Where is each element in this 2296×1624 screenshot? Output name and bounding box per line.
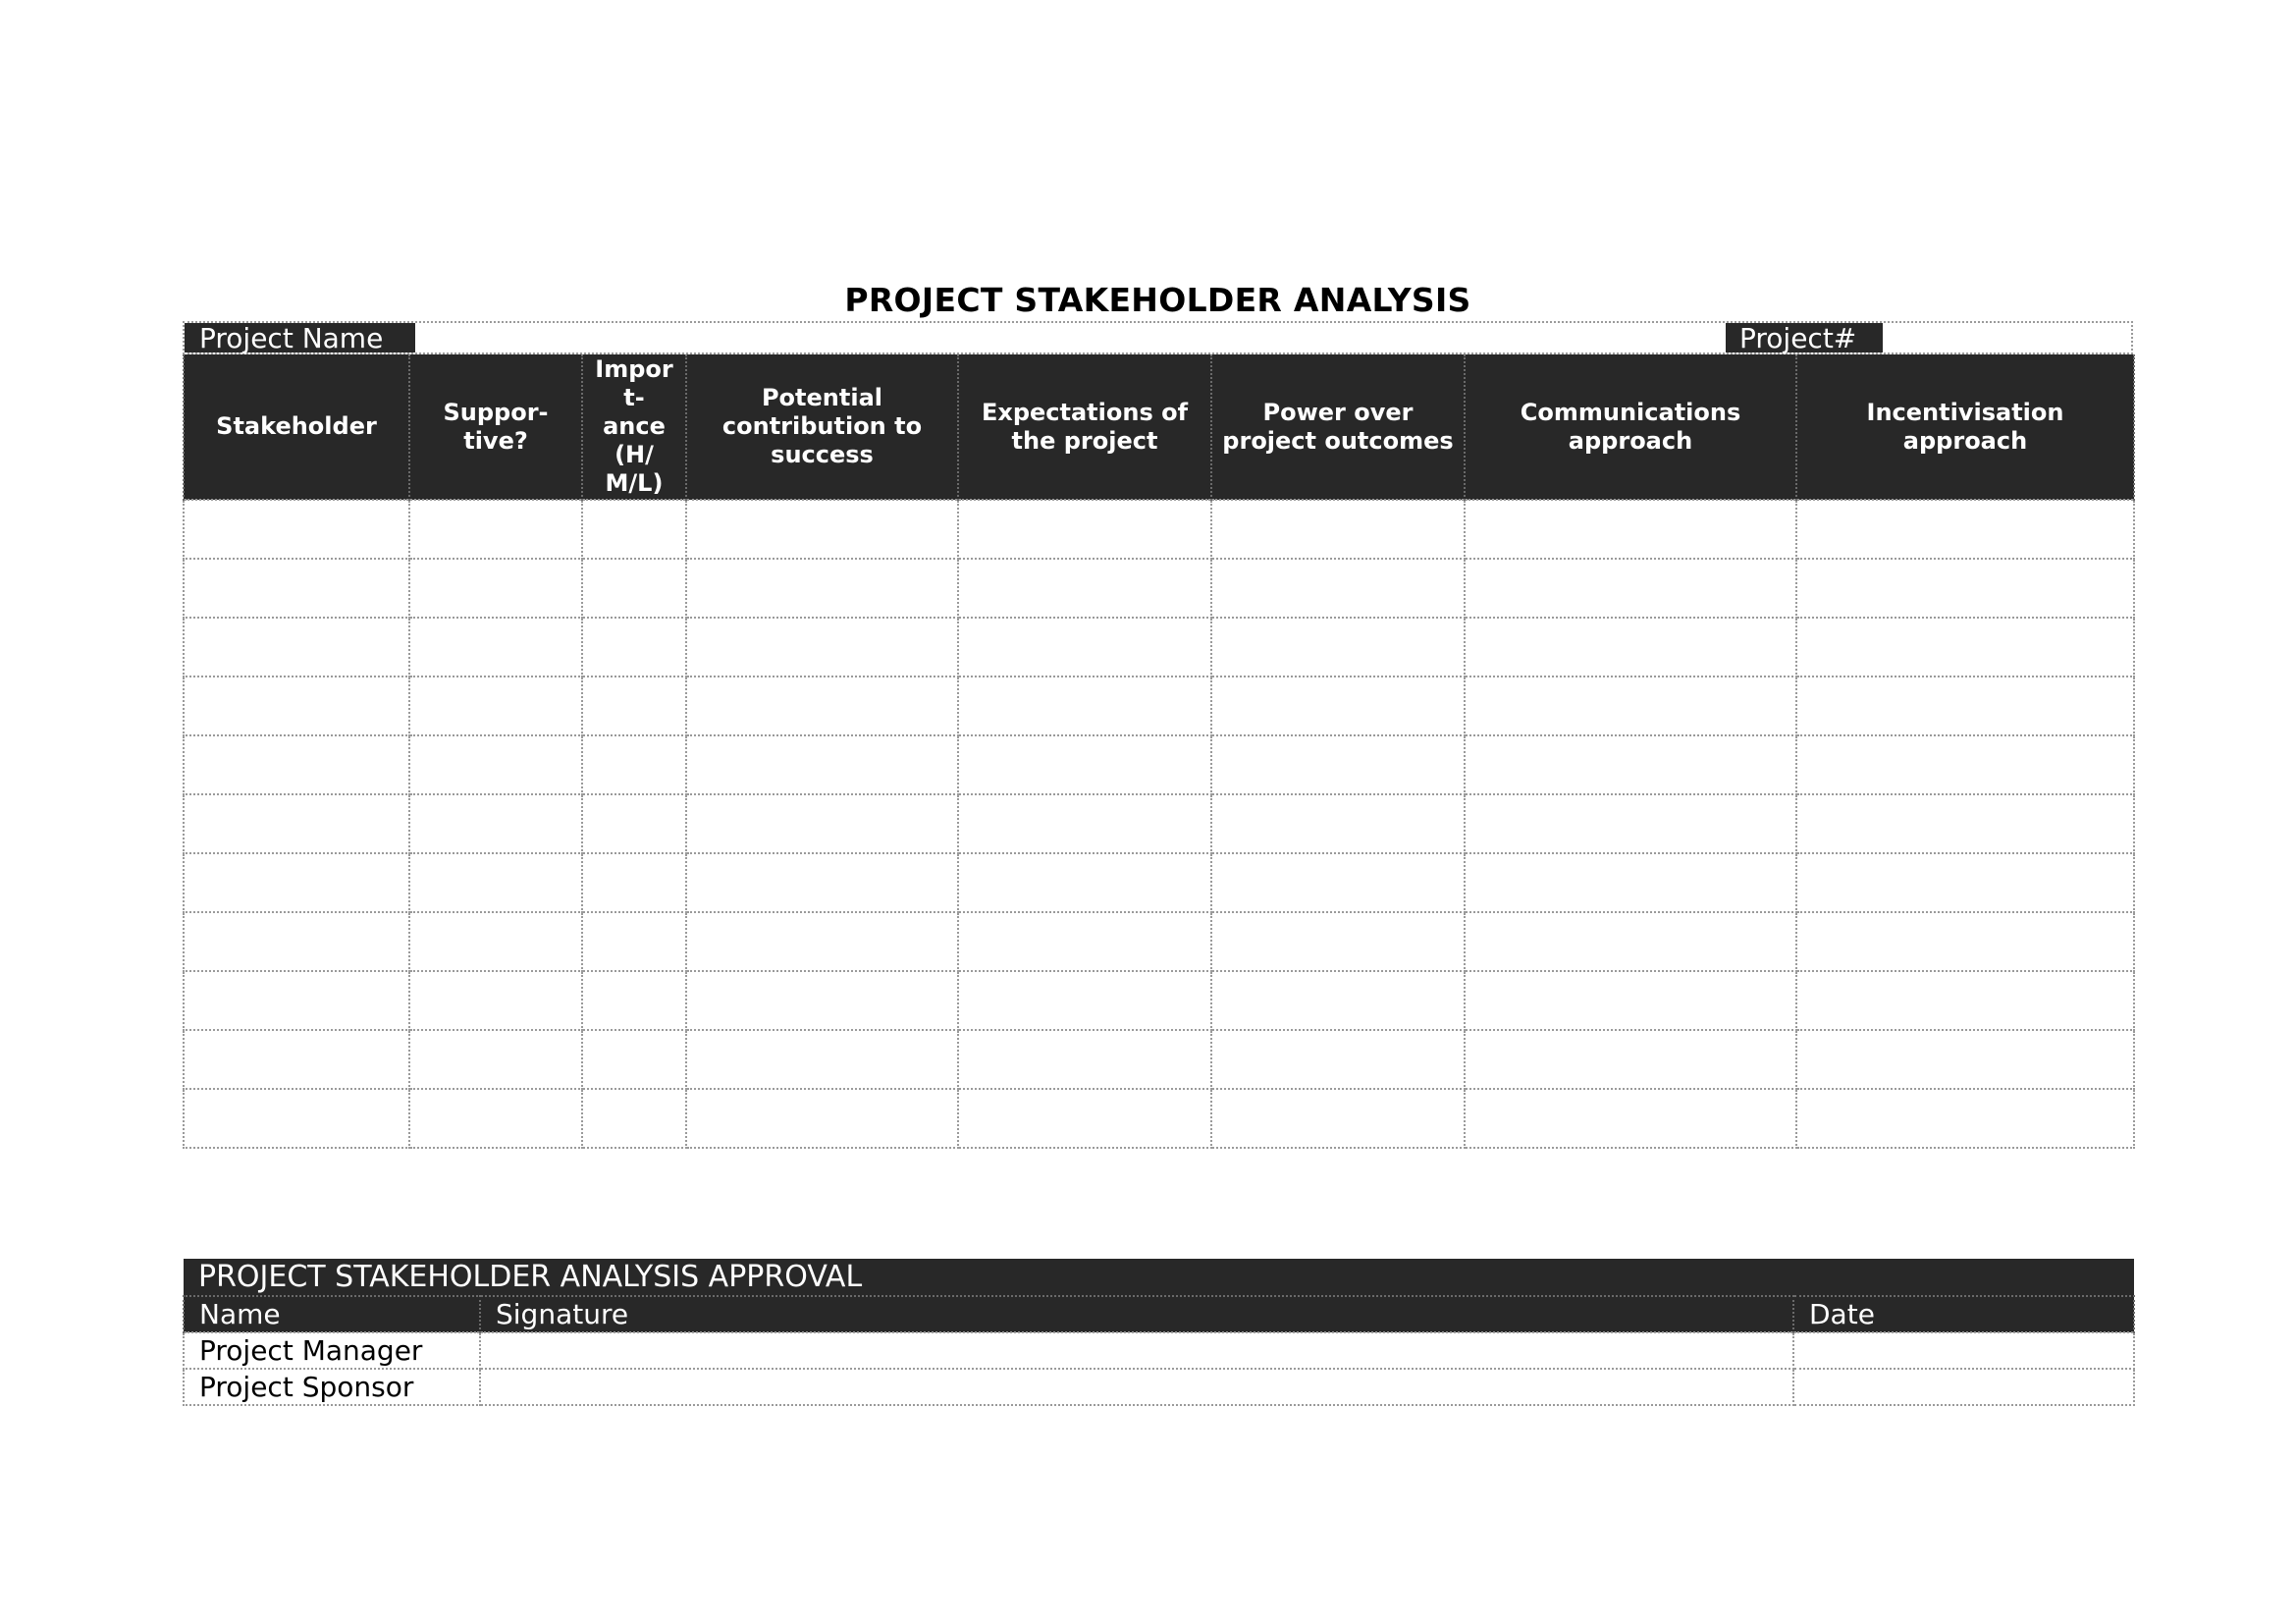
table-row: [184, 971, 2134, 1030]
table-cell-importance[interactable]: [582, 1089, 686, 1148]
approval-header-signature: Signature: [480, 1296, 1793, 1332]
page-title: PROJECT STAKEHOLDER ANALYSIS: [844, 281, 1471, 319]
table-row: [184, 794, 2134, 853]
table-cell-supportive[interactable]: [409, 735, 582, 794]
stakeholder-table: [183, 354, 2135, 1149]
table-cell-importance[interactable]: [582, 971, 686, 1030]
table-row: [184, 618, 2134, 677]
table-header-row: [184, 354, 2134, 500]
approval-title: PROJECT STAKEHOLDER ANALYSIS APPROVAL: [184, 1259, 2134, 1296]
table-cell-stakeholder[interactable]: [184, 735, 409, 794]
table-cell-power[interactable]: [1211, 971, 1465, 1030]
table-cell-supportive[interactable]: [409, 500, 582, 559]
column-header-incentivisation: [1796, 354, 2134, 500]
table-cell-communications[interactable]: [1465, 677, 1796, 735]
column-header-power: [1211, 354, 1465, 500]
column-header-line: M/L): [605, 469, 664, 497]
column-header-line: Power over: [1262, 398, 1414, 426]
table-cell-incentivisation[interactable]: [1796, 1030, 2134, 1089]
table-cell-stakeholder[interactable]: [184, 500, 409, 559]
table-cell-stakeholder[interactable]: [184, 912, 409, 971]
project-name-label: Project Name: [185, 323, 415, 352]
table-cell-communications[interactable]: [1465, 618, 1796, 677]
approval-row-project-sponsor: [184, 1369, 2134, 1405]
column-header-line: ance: [603, 412, 666, 440]
date-cell[interactable]: [1793, 1369, 2134, 1405]
table-cell-communications[interactable]: [1465, 971, 1796, 1030]
table-cell-supportive[interactable]: [409, 794, 582, 853]
table-cell-expectations[interactable]: [958, 559, 1211, 618]
table-cell-expectations[interactable]: [958, 618, 1211, 677]
table-cell-importance[interactable]: [582, 500, 686, 559]
table-cell-stakeholder[interactable]: [184, 1089, 409, 1148]
column-header-line: success: [771, 441, 874, 468]
table-body: [184, 500, 2134, 1148]
table-row: [184, 1089, 2134, 1148]
table-cell-potential-contribution[interactable]: [686, 1089, 958, 1148]
table-cell-incentivisation[interactable]: [1796, 618, 2134, 677]
table-cell-supportive[interactable]: [409, 618, 582, 677]
table-cell-potential-contribution[interactable]: [686, 1030, 958, 1089]
column-header-line: Suppor-: [443, 398, 549, 426]
approval-header-row: [184, 1296, 2134, 1332]
table-cell-importance[interactable]: [582, 853, 686, 912]
table-cell-power[interactable]: [1211, 677, 1465, 735]
table-cell-power[interactable]: [1211, 735, 1465, 794]
table-cell-incentivisation[interactable]: [1796, 677, 2134, 735]
table-cell-communications[interactable]: [1465, 912, 1796, 971]
table-cell-importance[interactable]: [582, 912, 686, 971]
table-cell-communications[interactable]: [1465, 853, 1796, 912]
table-cell-power[interactable]: [1211, 853, 1465, 912]
project-number-field[interactable]: [1889, 323, 2128, 354]
table-cell-stakeholder[interactable]: [184, 971, 409, 1030]
table-cell-stakeholder[interactable]: [184, 677, 409, 735]
column-header-line: Stakeholder: [216, 412, 377, 440]
table-cell-stakeholder[interactable]: [184, 1030, 409, 1089]
table-cell-supportive[interactable]: [409, 677, 582, 735]
approval-header-name: Name: [184, 1296, 480, 1332]
table-cell-power[interactable]: [1211, 794, 1465, 853]
column-header-line: Communications: [1520, 398, 1741, 426]
table-row: [184, 735, 2134, 794]
table-cell-potential-contribution[interactable]: [686, 971, 958, 1030]
approval-row-project-manager: [184, 1332, 2134, 1369]
table-row: [184, 559, 2134, 618]
table-cell-stakeholder[interactable]: [184, 559, 409, 618]
table-cell-supportive[interactable]: [409, 1030, 582, 1089]
table-cell-power[interactable]: [1211, 559, 1465, 618]
table-row: [184, 853, 2134, 912]
table-cell-supportive[interactable]: [409, 971, 582, 1030]
table-cell-incentivisation[interactable]: [1796, 912, 2134, 971]
project-number-label: Project#: [1726, 323, 1883, 352]
table-cell-expectations[interactable]: [958, 971, 1211, 1030]
table-row: [184, 677, 2134, 735]
table-cell-incentivisation[interactable]: [1796, 971, 2134, 1030]
table-cell-importance[interactable]: [582, 794, 686, 853]
column-header-stakeholder: [184, 354, 409, 500]
table-cell-expectations[interactable]: [958, 500, 1211, 559]
column-header-communications: [1465, 354, 1796, 500]
approval-name-cell: Project Sponsor: [184, 1369, 480, 1405]
table-row: [184, 500, 2134, 559]
column-header-expectations: [958, 354, 1211, 500]
table-cell-power[interactable]: [1211, 1089, 1465, 1148]
column-header-line: tive?: [463, 426, 528, 455]
column-header-supportive: [409, 354, 582, 500]
column-header-line: the project: [1011, 426, 1158, 455]
date-cell[interactable]: [1793, 1332, 2134, 1369]
table-cell-potential-contribution[interactable]: [686, 500, 958, 559]
approval-name-cell: Project Manager: [184, 1332, 480, 1369]
table-cell-potential-contribution[interactable]: [686, 735, 958, 794]
signature-cell[interactable]: [480, 1369, 1793, 1405]
approval-header-date: Date: [1793, 1296, 2134, 1332]
column-header-line: t-: [623, 384, 645, 411]
column-header-line: Incentivisation approach: [1866, 398, 2064, 455]
table-cell-communications[interactable]: [1465, 794, 1796, 853]
table-cell-importance[interactable]: [582, 618, 686, 677]
table-cell-supportive[interactable]: [409, 912, 582, 971]
column-header-importance: [582, 354, 686, 500]
column-header-line: Expectations of: [981, 398, 1189, 426]
table-cell-importance[interactable]: [582, 559, 686, 618]
table-cell-potential-contribution[interactable]: [686, 794, 958, 853]
table-cell-expectations[interactable]: [958, 677, 1211, 735]
table-cell-communications[interactable]: [1465, 735, 1796, 794]
column-header-line: Impor: [595, 355, 673, 383]
column-header-line: project outcomes: [1222, 426, 1454, 455]
table-cell-incentivisation[interactable]: [1796, 735, 2134, 794]
table-cell-power[interactable]: [1211, 1030, 1465, 1089]
table-cell-expectations[interactable]: [958, 1089, 1211, 1148]
table-cell-supportive[interactable]: [409, 1089, 582, 1148]
table-cell-incentivisation[interactable]: [1796, 500, 2134, 559]
table-row: [184, 912, 2134, 971]
project-info-row: [183, 321, 2133, 354]
table-cell-incentivisation[interactable]: [1796, 853, 2134, 912]
table-cell-communications[interactable]: [1465, 1030, 1796, 1089]
table-cell-importance[interactable]: [582, 735, 686, 794]
table-cell-power[interactable]: [1211, 618, 1465, 677]
table-cell-potential-contribution[interactable]: [686, 677, 958, 735]
table-cell-communications[interactable]: [1465, 559, 1796, 618]
table-cell-stakeholder[interactable]: [184, 794, 409, 853]
table-cell-stakeholder[interactable]: [184, 618, 409, 677]
table-cell-importance[interactable]: [582, 1030, 686, 1089]
table-cell-communications[interactable]: [1465, 1089, 1796, 1148]
column-header-line: contribution to: [721, 412, 923, 440]
project-name-field[interactable]: [420, 323, 1720, 354]
table-cell-incentivisation[interactable]: [1796, 559, 2134, 618]
table-cell-incentivisation[interactable]: [1796, 1089, 2134, 1148]
table-cell-potential-contribution[interactable]: [686, 618, 958, 677]
table-cell-potential-contribution[interactable]: [686, 559, 958, 618]
table-cell-incentivisation[interactable]: [1796, 794, 2134, 853]
table-cell-expectations[interactable]: [958, 853, 1211, 912]
table-cell-supportive[interactable]: [409, 559, 582, 618]
table-cell-communications[interactable]: [1465, 500, 1796, 559]
table-cell-power[interactable]: [1211, 912, 1465, 971]
column-header-line: (H/: [614, 441, 654, 468]
signature-cell[interactable]: [480, 1332, 1793, 1369]
table-cell-importance[interactable]: [582, 677, 686, 735]
table-cell-expectations[interactable]: [958, 794, 1211, 853]
table-row: [184, 1030, 2134, 1089]
table-cell-supportive[interactable]: [409, 853, 582, 912]
table-cell-potential-contribution[interactable]: [686, 912, 958, 971]
table-cell-expectations[interactable]: [958, 1030, 1211, 1089]
table-cell-stakeholder[interactable]: [184, 853, 409, 912]
column-header-line: approach: [1568, 426, 1693, 455]
table-cell-power[interactable]: [1211, 500, 1465, 559]
table-cell-expectations[interactable]: [958, 735, 1211, 794]
table-cell-expectations[interactable]: [958, 912, 1211, 971]
column-header-potential-contribution: [686, 354, 958, 500]
column-header-line: Potential: [761, 384, 883, 411]
table-cell-potential-contribution[interactable]: [686, 853, 958, 912]
approval-table: [183, 1259, 2135, 1406]
